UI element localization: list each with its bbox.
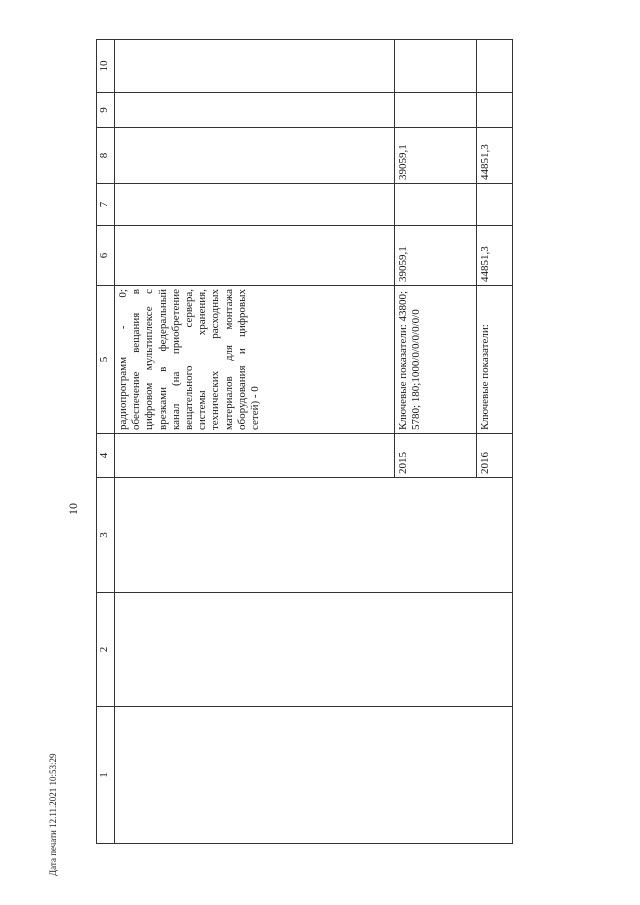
header-cell: 3 [97,478,115,593]
amount-cell [115,128,395,184]
header-cell: 8 [97,128,115,184]
table-cell [115,593,513,707]
year-cell: 2016 [477,434,513,478]
table-cell [115,478,513,593]
amount-cell: 44851,3 [477,226,513,286]
data-table [96,39,513,844]
header-cell: 6 [97,226,115,286]
amount-cell [115,226,395,286]
indicator-cell: Ключевые показатели: [477,286,513,434]
table-cell [395,40,477,93]
print-date: Дата печати 12.11.2021 10:53:29 [48,753,58,876]
table-row [115,40,395,844]
year-cell [115,434,395,478]
header-cell: 5 [97,286,115,434]
amount-cell: 44851,3 [477,128,513,184]
table-cell [395,184,477,226]
indicator-cell: радиопрограмм - 0; обеспечение вещания в цифровом мультиплексе с врезками в федеральный канал (на приобретение вещательного сервера, системы хранения, технических расходных материалов для монтажа оборудования и цифровых сетей) - 0 [115,286,395,434]
header-cell: 10 [97,40,115,93]
indicator-cell: Ключевые показатели: 43800; 5780; 180;1000/0/0/0/0/0/0 [395,286,477,434]
header-cell: 9 [97,93,115,128]
table-cell [115,707,513,844]
table-cell [477,93,513,128]
header-cell: 4 [97,434,115,478]
amount-cell: 39059,1 [395,226,477,286]
header-row [97,40,115,844]
page-number: 10 [66,503,80,515]
table-cell [477,184,513,226]
rotated-table-sheet [96,40,542,844]
table-cell [115,184,395,226]
header-cell: 2 [97,593,115,707]
table-cell [477,40,513,93]
year-cell: 2015 [395,434,477,478]
table-cell [115,93,395,128]
header-cell: 7 [97,184,115,226]
table-cell [115,40,395,93]
header-cell: 1 [97,707,115,844]
table-cell [395,93,477,128]
amount-cell: 39059,1 [395,128,477,184]
